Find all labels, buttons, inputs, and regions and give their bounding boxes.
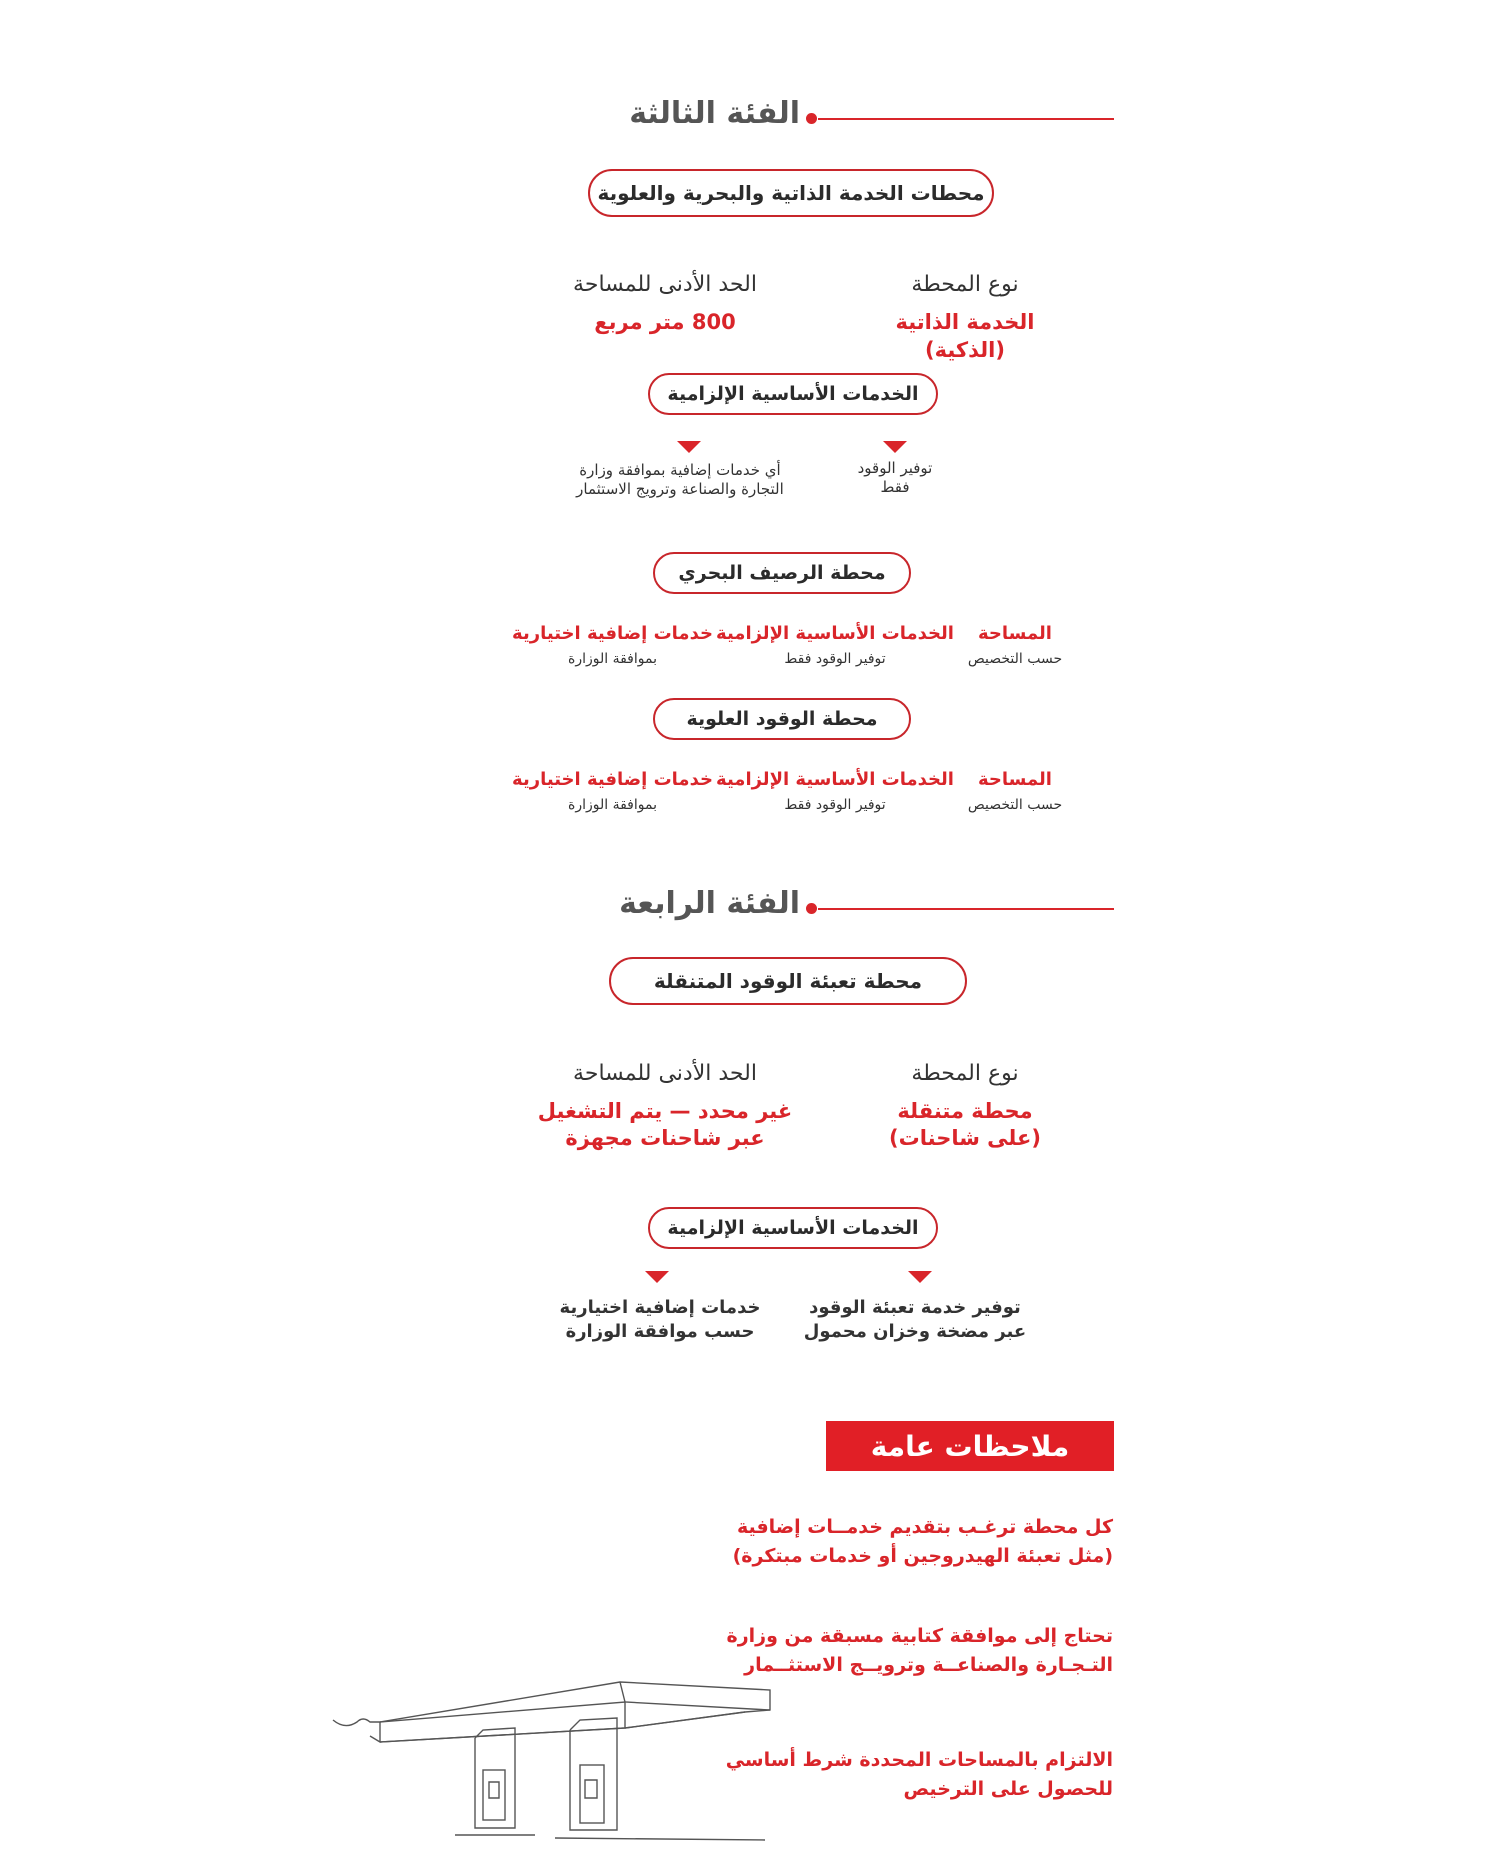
cat4-area-label: الحد الأدنى للمساحة [573, 1061, 757, 1086]
note-2-line1: تحتاج إلى موافقة كتابية مسبقة من وزارة [726, 1625, 1113, 1647]
cat4-type-value-2: (على شاحنات) [889, 1126, 1041, 1150]
cat4-svc-left-line2: حسب موافقة الوزارة [565, 1321, 755, 1342]
marine-col-basic-head: الخدمات الأساسية الإلزامية [716, 623, 954, 644]
cat4-left-arrow [645, 1271, 669, 1283]
marine-col-extra-sub: بموافقة الوزارة [568, 651, 657, 667]
cat4-main-pill: محطة تعبئة الوقود المتنقلة [609, 957, 967, 1005]
note-3-line1: الالتزام بالمساحات المحددة شرط أساسي [725, 1749, 1113, 1771]
elevated-col-area-sub: حسب التخصيص [967, 797, 1063, 813]
cat3-type-label: نوع المحطة [911, 272, 1019, 297]
marine-col-area-sub: حسب التخصيص [967, 651, 1063, 667]
elevated-col-extra-head: خدمات إضافية اختيارية [512, 769, 713, 790]
cat3-title: الفئة الثالثة [629, 96, 800, 131]
gas-station-illustration [325, 1630, 775, 1850]
marine-col-area-head: المساحة [978, 623, 1052, 644]
cat4-area-value-1: غير محدد — يتم التشغيل [537, 1099, 793, 1123]
marine-col-basic-sub: توفير الوقود فقط [784, 651, 886, 667]
cat4-type-value-1: محطة متنقلة [897, 1099, 1033, 1123]
cat3-svc-left-line2: التجارة والصناعة وترويج الاستثمار [576, 480, 784, 498]
cat3-svc-left-line1: أي خدمات إضافية بموافقة وزارة [579, 461, 781, 479]
note-1-line1: كل محطة ترغـب بتقديم خدمــات إضافية [736, 1516, 1113, 1538]
general-notes-banner: ملاحظات عامة [826, 1421, 1114, 1471]
cat4-svc-right-line1: توفير خدمة تعبئة الوقود [809, 1297, 1021, 1318]
cat3-main-pill: محطات الخدمة الذاتية والبحرية والعلوية [588, 169, 994, 217]
cat4-title: الفئة الرابعة [619, 886, 800, 921]
cat3-bullet-dot [806, 113, 817, 124]
elevated-col-basic-head: الخدمات الأساسية الإلزامية [716, 769, 954, 790]
cat3-basic-services-pill: الخدمات الأساسية الإلزامية [648, 373, 938, 415]
cat3-divider [818, 118, 1114, 120]
marine-station-pill: محطة الرصيف البحري [653, 552, 911, 594]
cat4-svc-right-line2: عبر مضخة وخزان محمول [803, 1321, 1027, 1342]
cat3-svc-right-line1: توفير الوقود [857, 459, 933, 477]
cat3-right-arrow [883, 441, 907, 453]
cat4-divider [818, 908, 1114, 910]
elevated-station-pill: محطة الوقود العلوية [653, 698, 911, 740]
marine-col-extra-head: خدمات إضافية اختيارية [512, 623, 713, 644]
cat4-right-arrow [908, 1271, 932, 1283]
cat4-bullet-dot [806, 903, 817, 914]
cat4-basic-services-pill: الخدمات الأساسية الإلزامية [648, 1207, 938, 1249]
note-3-line2: للحصول على الترخيص [903, 1778, 1113, 1800]
cat4-type-label: نوع المحطة [911, 1061, 1019, 1086]
cat3-type-value-1: الخدمة الذاتية [895, 310, 1035, 334]
cat3-left-arrow [677, 441, 701, 453]
cat4-svc-left-line1: خدمات إضافية اختيارية [559, 1297, 761, 1318]
cat4-area-value-2: عبر شاحنات مجهزة [565, 1126, 765, 1150]
note-1-line2: (مثل تعبئة الهيدروجين أو خدمات مبتكرة) [732, 1545, 1113, 1567]
cat3-type-value-2: (الذكية) [925, 338, 1005, 362]
cat3-svc-right-line2: فقط [880, 478, 910, 496]
note-2-line2: التـجـارة والصناعــة وترويــج الاستثــمار [744, 1654, 1113, 1676]
cat3-area-label: الحد الأدنى للمساحة [573, 272, 757, 297]
elevated-col-area-head: المساحة [978, 769, 1052, 790]
elevated-col-basic-sub: توفير الوقود فقط [784, 797, 886, 813]
elevated-col-extra-sub: بموافقة الوزارة [568, 797, 657, 813]
cat3-area-value: 800 متر مربع [594, 310, 736, 334]
